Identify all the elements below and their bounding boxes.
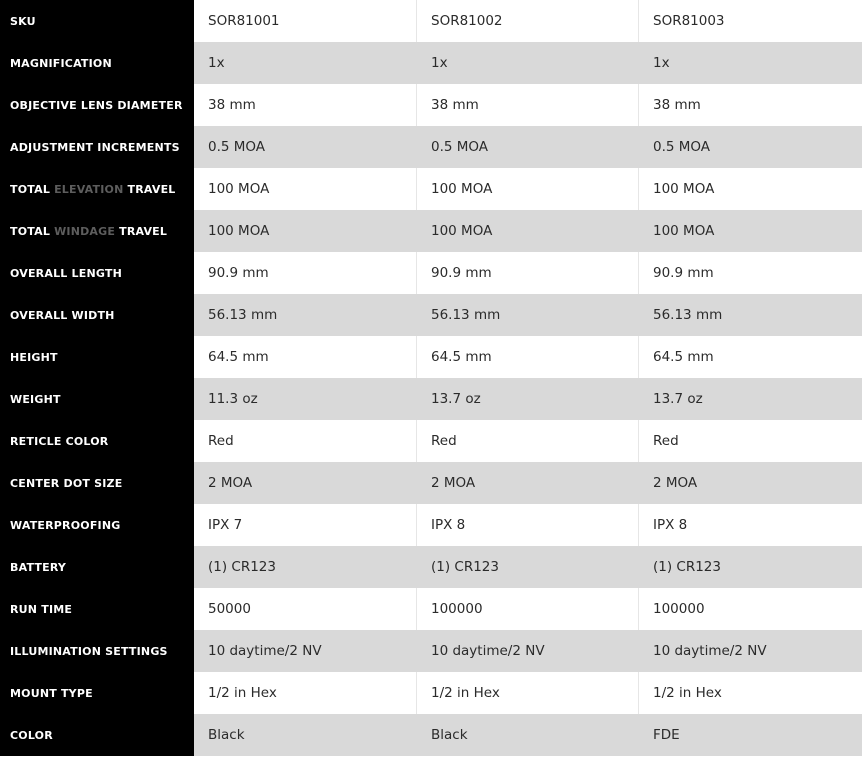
spec-value: 100000: [638, 588, 862, 630]
spec-value: 1x: [638, 42, 862, 84]
spec-label-part: TRAVEL: [115, 224, 168, 238]
spec-value: 0.5 MOA: [638, 126, 862, 168]
spec-label: OVERALL LENGTH: [0, 252, 194, 294]
spec-value: 56.13 mm: [416, 294, 638, 336]
spec-row-total-windage-travel: [0, 210, 862, 252]
spec-label-part: TOTAL: [10, 182, 55, 196]
spec-row-height: [0, 336, 862, 378]
spec-value: 90.9 mm: [638, 252, 862, 294]
spec-label-part: TOTAL: [10, 224, 55, 238]
spec-label: BATTERY: [0, 546, 194, 588]
spec-label: WATERPROOFING: [0, 504, 194, 546]
spec-value: 38 mm: [194, 84, 416, 126]
spec-value: IPX 8: [416, 504, 638, 546]
spec-label: WEIGHT: [0, 378, 194, 420]
spec-label: RETICLE COLOR: [0, 420, 194, 462]
spec-label: RUN TIME: [0, 588, 194, 630]
spec-label: OBJECTIVE LENS DIAMETER: [0, 84, 194, 126]
spec-value: 38 mm: [416, 84, 638, 126]
spec-row-color: [0, 714, 862, 756]
spec-value: SOR81003: [638, 0, 862, 42]
spec-value: 100 MOA: [638, 168, 862, 210]
spec-value: 1/2 in Hex: [416, 672, 638, 714]
spec-value: SOR81001: [194, 0, 416, 42]
spec-value: Red: [638, 420, 862, 462]
spec-row-total-elevation-travel: [0, 168, 862, 210]
spec-value: 10 daytime/2 NV: [638, 630, 862, 672]
spec-value: 1/2 in Hex: [638, 672, 862, 714]
spec-value: 0.5 MOA: [194, 126, 416, 168]
spec-row-overall-width: [0, 294, 862, 336]
spec-row-center-dot-size: [0, 462, 862, 504]
spec-value: 90.9 mm: [416, 252, 638, 294]
spec-value: 0.5 MOA: [416, 126, 638, 168]
spec-value: (1) CR123: [194, 546, 416, 588]
spec-label: CENTER DOT SIZE: [0, 462, 194, 504]
spec-value: IPX 8: [638, 504, 862, 546]
spec-value: 64.5 mm: [638, 336, 862, 378]
spec-row-reticle-color: [0, 420, 862, 462]
spec-label: [0, 210, 194, 252]
spec-label: MAGNIFICATION: [0, 42, 194, 84]
spec-label-muted-word: WINDAGE: [54, 224, 116, 238]
spec-value: 10 daytime/2 NV: [194, 630, 416, 672]
spec-value: 13.7 oz: [416, 378, 638, 420]
spec-value: 100 MOA: [638, 210, 862, 252]
spec-value: (1) CR123: [638, 546, 862, 588]
spec-row-adjustment-increments: [0, 126, 862, 168]
spec-value: Black: [416, 714, 638, 756]
spec-value: 64.5 mm: [416, 336, 638, 378]
spec-value: 13.7 oz: [638, 378, 862, 420]
spec-label: OVERALL WIDTH: [0, 294, 194, 336]
spec-label: HEIGHT: [0, 336, 194, 378]
spec-value: 56.13 mm: [194, 294, 416, 336]
spec-row-sku: [0, 0, 862, 42]
spec-value: IPX 7: [194, 504, 416, 546]
spec-value: (1) CR123: [416, 546, 638, 588]
spec-value: 1/2 in Hex: [194, 672, 416, 714]
spec-row-magnification: [0, 42, 862, 84]
spec-value: 2 MOA: [194, 462, 416, 504]
spec-label-part: TRAVEL: [123, 182, 176, 196]
spec-label: [0, 168, 194, 210]
spec-value: Red: [416, 420, 638, 462]
spec-label-muted-word: ELEVATION: [54, 182, 124, 196]
spec-value: 100 MOA: [194, 210, 416, 252]
spec-value: 2 MOA: [638, 462, 862, 504]
spec-value: SOR81002: [416, 0, 638, 42]
spec-value: 50000: [194, 588, 416, 630]
spec-label: COLOR: [0, 714, 194, 756]
spec-value: Red: [194, 420, 416, 462]
spec-value: 100 MOA: [194, 168, 416, 210]
spec-value: Black: [194, 714, 416, 756]
spec-value: 1x: [194, 42, 416, 84]
spec-value: 90.9 mm: [194, 252, 416, 294]
spec-value: 10 daytime/2 NV: [416, 630, 638, 672]
spec-value: 100 MOA: [416, 168, 638, 210]
spec-row-waterproofing: [0, 504, 862, 546]
spec-row-mount-type: [0, 672, 862, 714]
spec-label: ADJUSTMENT INCREMENTS: [0, 126, 194, 168]
spec-label: MOUNT TYPE: [0, 672, 194, 714]
spec-row-overall-length: [0, 252, 862, 294]
spec-row-objective-lens-diameter: [0, 84, 862, 126]
spec-value: 11.3 oz: [194, 378, 416, 420]
spec-value: 56.13 mm: [638, 294, 862, 336]
spec-value: 100000: [416, 588, 638, 630]
spec-value: FDE: [638, 714, 862, 756]
spec-row-run-time: [0, 588, 862, 630]
spec-value: 64.5 mm: [194, 336, 416, 378]
spec-row-weight: [0, 378, 862, 420]
spec-label: ILLUMINATION SETTINGS: [0, 630, 194, 672]
spec-value: 100 MOA: [416, 210, 638, 252]
spec-label: SKU: [0, 0, 194, 42]
spec-value: 38 mm: [638, 84, 862, 126]
spec-value: 1x: [416, 42, 638, 84]
spec-value: 2 MOA: [416, 462, 638, 504]
spec-row-battery: [0, 546, 862, 588]
spec-row-illumination-settings: [0, 630, 862, 672]
